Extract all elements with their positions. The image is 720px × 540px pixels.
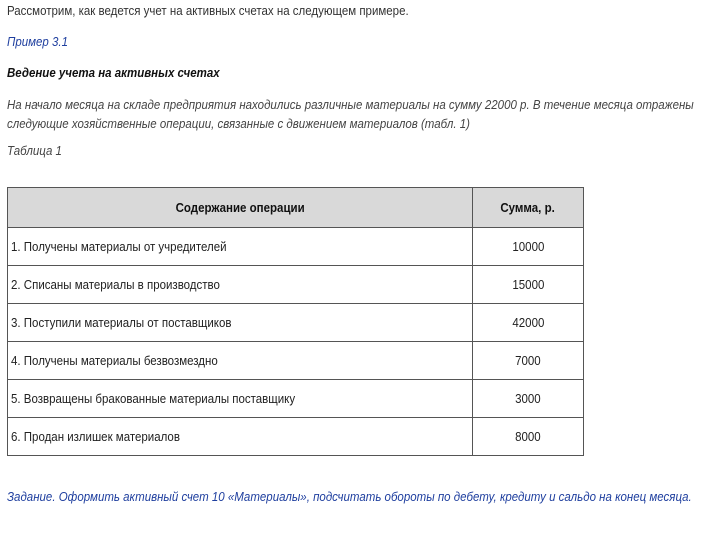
table-row: [8, 418, 584, 456]
amount-cell: 8000: [473, 418, 584, 456]
operation-cell: 5. Возвращены бракованные материалы поставщику: [8, 380, 473, 418]
table-label: Таблица 1: [7, 144, 62, 158]
example-label: Пример 3.1: [7, 35, 68, 49]
header-amount: Сумма, р.: [473, 188, 584, 228]
amount-cell: 7000: [473, 342, 584, 380]
operation-cell: 6. Продан излишек материалов: [8, 418, 473, 456]
amount-cell: 15000: [473, 266, 584, 304]
section-heading: Ведение учета на активных счетах: [7, 66, 220, 80]
operation-cell: 2. Списаны материалы в производство: [8, 266, 473, 304]
table-row: [8, 228, 584, 266]
table-row: [8, 304, 584, 342]
operations-table: [7, 187, 584, 456]
table-header-row: [8, 188, 584, 228]
description-paragraph: На начало месяца на складе предприятия находились различные материалы на сумму 22000 р. В течение месяца отражены следующие хозяйственные операции, связанные с движением материалов (табл. 1): [7, 98, 694, 131]
intro-text: Рассмотрим, как ведется учет на активных счетах на следующем примере.: [7, 4, 409, 18]
operation-cell: 3. Поступили материалы от поставщиков: [8, 304, 473, 342]
operation-cell: 4. Получены материалы безвозмездно: [8, 342, 473, 380]
amount-cell: 3000: [473, 380, 584, 418]
table-row: [8, 380, 584, 418]
table-row: [8, 342, 584, 380]
amount-cell: 10000: [473, 228, 584, 266]
amount-cell: 42000: [473, 304, 584, 342]
operation-cell: 1. Получены материалы от учредителей: [8, 228, 473, 266]
task-text: Задание. Оформить активный счет 10 «Материалы», подсчитать обороты по дебету, кредиту и сальдо на конец месяца.: [7, 490, 692, 504]
header-operation: Содержание операции: [8, 188, 473, 228]
table-row: [8, 266, 584, 304]
